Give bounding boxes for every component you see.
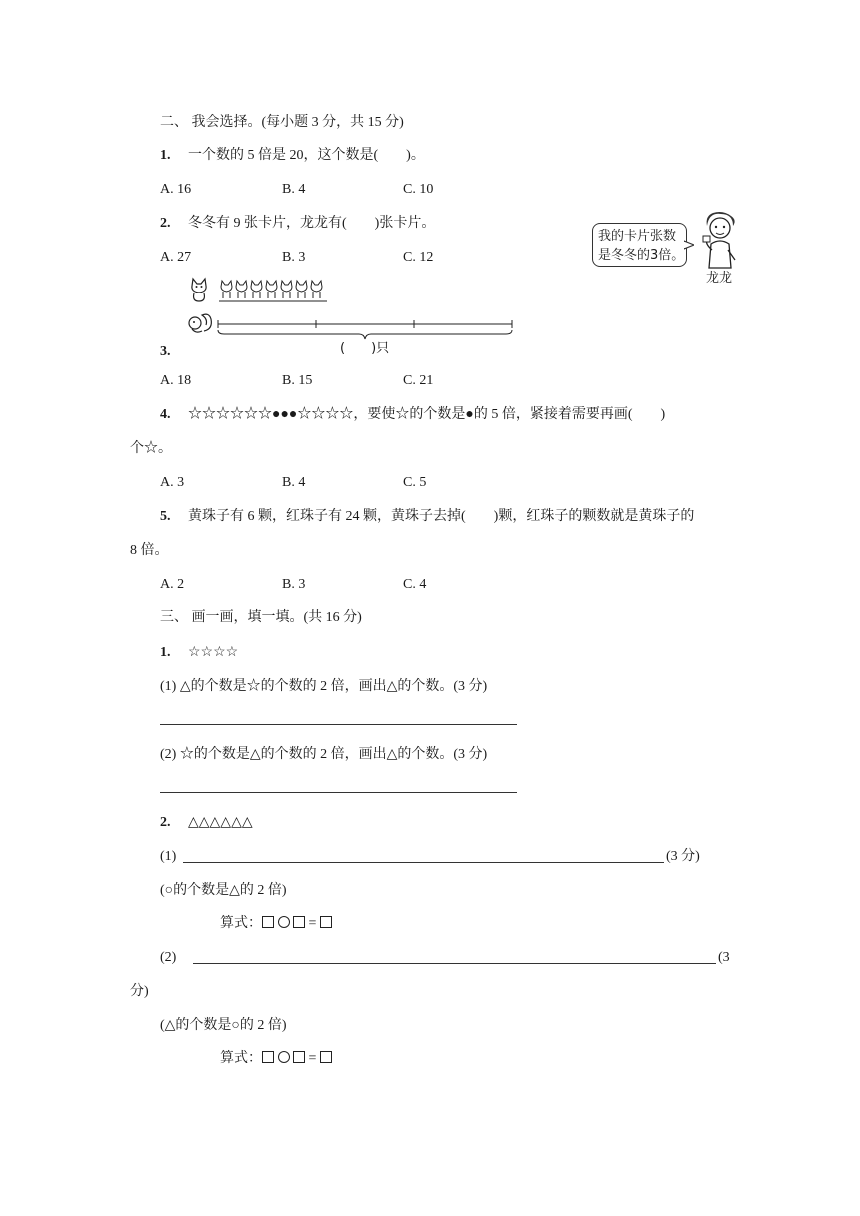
blank-square-icon[interactable] — [262, 916, 274, 928]
question-4-line-1: ☆☆☆☆☆☆●●●☆☆☆☆，要使☆的个数是●的 5 倍，紧接着需要再画( ) — [188, 407, 666, 422]
blank-circle-icon[interactable] — [278, 916, 290, 928]
blank-square-icon[interactable] — [293, 1051, 305, 1063]
q1-option-c: C. 10 — [403, 182, 434, 197]
s3-q1-stars: ☆☆☆☆ — [188, 645, 239, 660]
q1-option-a: A. 16 — [160, 182, 192, 197]
question-4-line-2: 个☆。 — [130, 441, 172, 456]
s3-q2-part-2-formula: 算式： = — [220, 1050, 332, 1068]
s3-q2-part-2-note: (△的个数是○的 2 倍) — [160, 1018, 287, 1033]
question-2-number: 2. — [160, 216, 171, 231]
section-3-title: 三、 画一画，填一填。(共 16 分) — [160, 610, 362, 625]
bubble-tail-icon — [684, 240, 694, 250]
blank-square-icon[interactable] — [262, 1051, 274, 1063]
q5-option-c: C. 4 — [403, 577, 427, 592]
boy-longlong-icon — [697, 210, 741, 270]
s3-q1-part-2-answer-line[interactable] — [160, 792, 517, 793]
q2-option-a: A. 27 — [160, 250, 192, 265]
s3-q1-part-1-answer-line[interactable] — [160, 724, 517, 725]
s3-q2-part-2-label: (2) — [160, 950, 177, 965]
q5-option-a: A. 2 — [160, 577, 185, 592]
q4-option-c: C. 5 — [403, 475, 427, 490]
q3-option-c: C. 21 — [403, 373, 434, 388]
q2-option-c: C. 12 — [403, 250, 434, 265]
s3-q2-part-2-score-a: (3 — [718, 950, 730, 965]
speaker-label: 龙龙 — [706, 271, 733, 286]
cat-icon — [188, 276, 210, 302]
squirrel-icon — [186, 311, 214, 335]
question-3-number: 3. — [160, 344, 171, 359]
q3-answer-blank: ( )只 — [340, 341, 390, 356]
q1-option-b: B. 4 — [282, 182, 306, 197]
q2-option-b: B. 3 — [282, 250, 306, 265]
question-5-line-2: 8 倍。 — [130, 543, 169, 558]
bubble-line-1: 我的卡片张数 — [598, 229, 677, 244]
q4-option-a: A. 3 — [160, 475, 185, 490]
q3-option-b: B. 15 — [282, 373, 313, 388]
question-1-text: 一个数的 5 倍是 20，这个数是( )。 — [188, 148, 425, 163]
blank-square-icon[interactable] — [320, 916, 332, 928]
blank-circle-icon[interactable] — [278, 1051, 290, 1063]
question-5-line-1: 黄珠子有 6 颗，红珠子有 24 颗，黄珠子去掉( )颗，红珠子的颗数就是黄珠子的 — [188, 509, 695, 524]
s3-q2-part-1-formula: 算式： = — [220, 915, 332, 933]
squirrel-segment-bar — [214, 318, 516, 342]
s3-q2-part-1-score: (3 分) — [666, 849, 700, 864]
s3-question-1-number: 1. — [160, 645, 171, 660]
s3-q2-part-1-note: (○的个数是△的 2 倍) — [160, 883, 287, 898]
speech-bubble — [592, 223, 687, 267]
formula-label: 算式： — [220, 916, 262, 931]
s3-q2-part-2-answer-line[interactable] — [193, 963, 716, 964]
section-2-title: 二、 我会选择。(每小题 3 分，共 15 分) — [160, 115, 404, 130]
s3-q2-part-2-score-b: 分) — [130, 984, 149, 999]
q3-option-a: A. 18 — [160, 373, 192, 388]
cat-row-icon — [217, 279, 329, 303]
question-5-number: 5. — [160, 509, 171, 524]
s3-q1-part-1: (1) △的个数是☆的个数的 2 倍，画出△的个数。(3 分) — [160, 679, 488, 694]
bubble-line-2: 是冬冬的3倍。 — [598, 248, 685, 263]
blank-square-icon[interactable] — [320, 1051, 332, 1063]
question-1-number: 1. — [160, 148, 171, 163]
s3-q1-part-2: (2) ☆的个数是△的个数的 2 倍，画出△的个数。(3 分) — [160, 747, 488, 762]
q4-option-b: B. 4 — [282, 475, 306, 490]
question-2-text: 冬冬有 9 张卡片，龙龙有( )张卡片。 — [188, 216, 436, 231]
blank-square-icon[interactable] — [293, 916, 305, 928]
question-4-number: 4. — [160, 407, 171, 422]
s3-q2-part-1-label: (1) — [160, 849, 177, 864]
s3-question-2-number: 2. — [160, 815, 171, 830]
q5-option-b: B. 3 — [282, 577, 306, 592]
formula-label: 算式： — [220, 1051, 262, 1066]
s3-q2-triangles: △△△△△△ — [188, 815, 253, 830]
s3-q2-part-1-answer-line[interactable] — [183, 862, 664, 863]
